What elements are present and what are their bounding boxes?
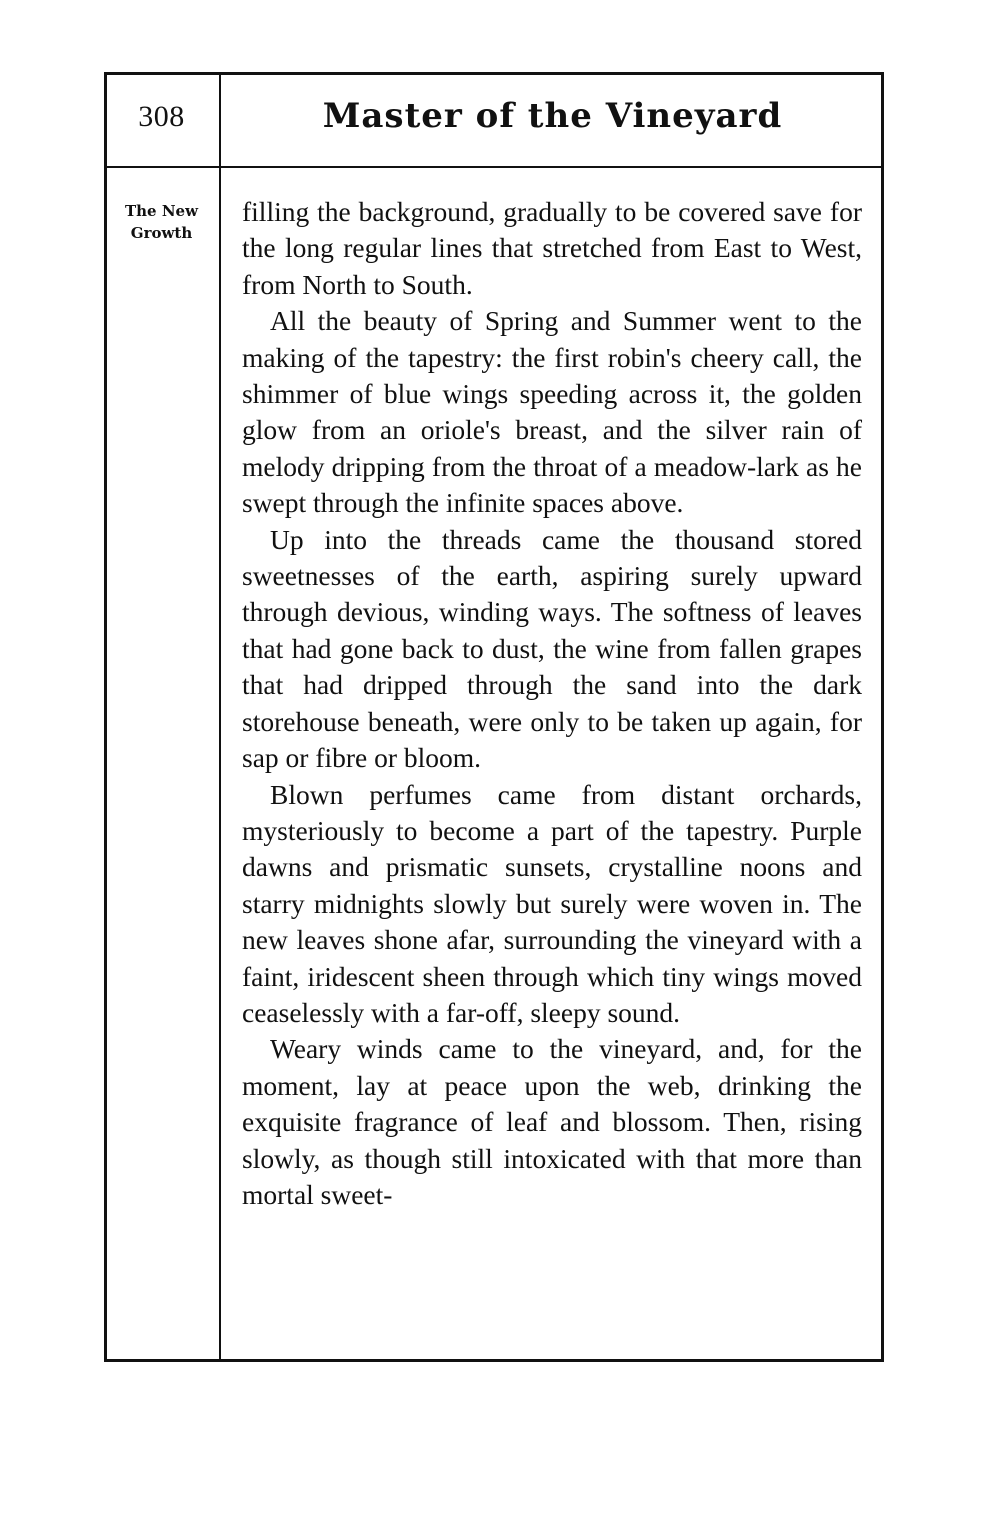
side-note-line-1: The New [124, 202, 198, 220]
paragraph-3: Up into the threads came the thousand stored sweetnesses of the earth, aspiring surely upward through devious, winding ways. The softness of leaves that had gone back to dust, the wine from fallen grapes that had dripped through the sand into the dark storehouse beneath, were only to be taken up again, for sap or fibre or bloom. [242, 523, 862, 774]
margin-side-note [104, 200, 219, 244]
paragraph-1: filling the background, gradually to be covered save for the long regular lines that stretched from East to West, from North to South. [242, 196, 862, 300]
paragraph-2: All the beauty of Spring and Summer went to the making of the tapestry: the first robin's cheery call, the shimmer of blue wings speeding across it, the golden glow from an oriole's breast, and the silver rain of melody dripping from the throat of a meadow-lark as he swept through the infinite spaces above. [242, 305, 862, 519]
page-number: 308 [138, 100, 185, 133]
running-head-title: Master of the Vineyard [322, 96, 783, 136]
side-note-line-2: Growth [130, 224, 193, 242]
body-text [242, 194, 862, 1213]
header-rule [104, 166, 884, 168]
paragraph-4: Blown perfumes came from distant orchards, mysteriously to become a part of the tapestry. Purple dawns and prismatic sunsets, crystalline noons and starry midnights slowly but surely were woven in. The new leaves shone afar, surrounding the vineyard with a faint, iridescent sheen through which tiny wings moved ceaselessly with a far-off, sleepy sound. [242, 778, 862, 1028]
margin-column-rule [219, 72, 221, 1362]
paragraph-5: Weary winds came to the vineyard, and, for the moment, lay at peace upon the web, drinking the exquisite fragrance of leaf and blossom. Then, rising slowly, as though still intoxicated with that more than mortal sweet- [242, 1033, 862, 1210]
